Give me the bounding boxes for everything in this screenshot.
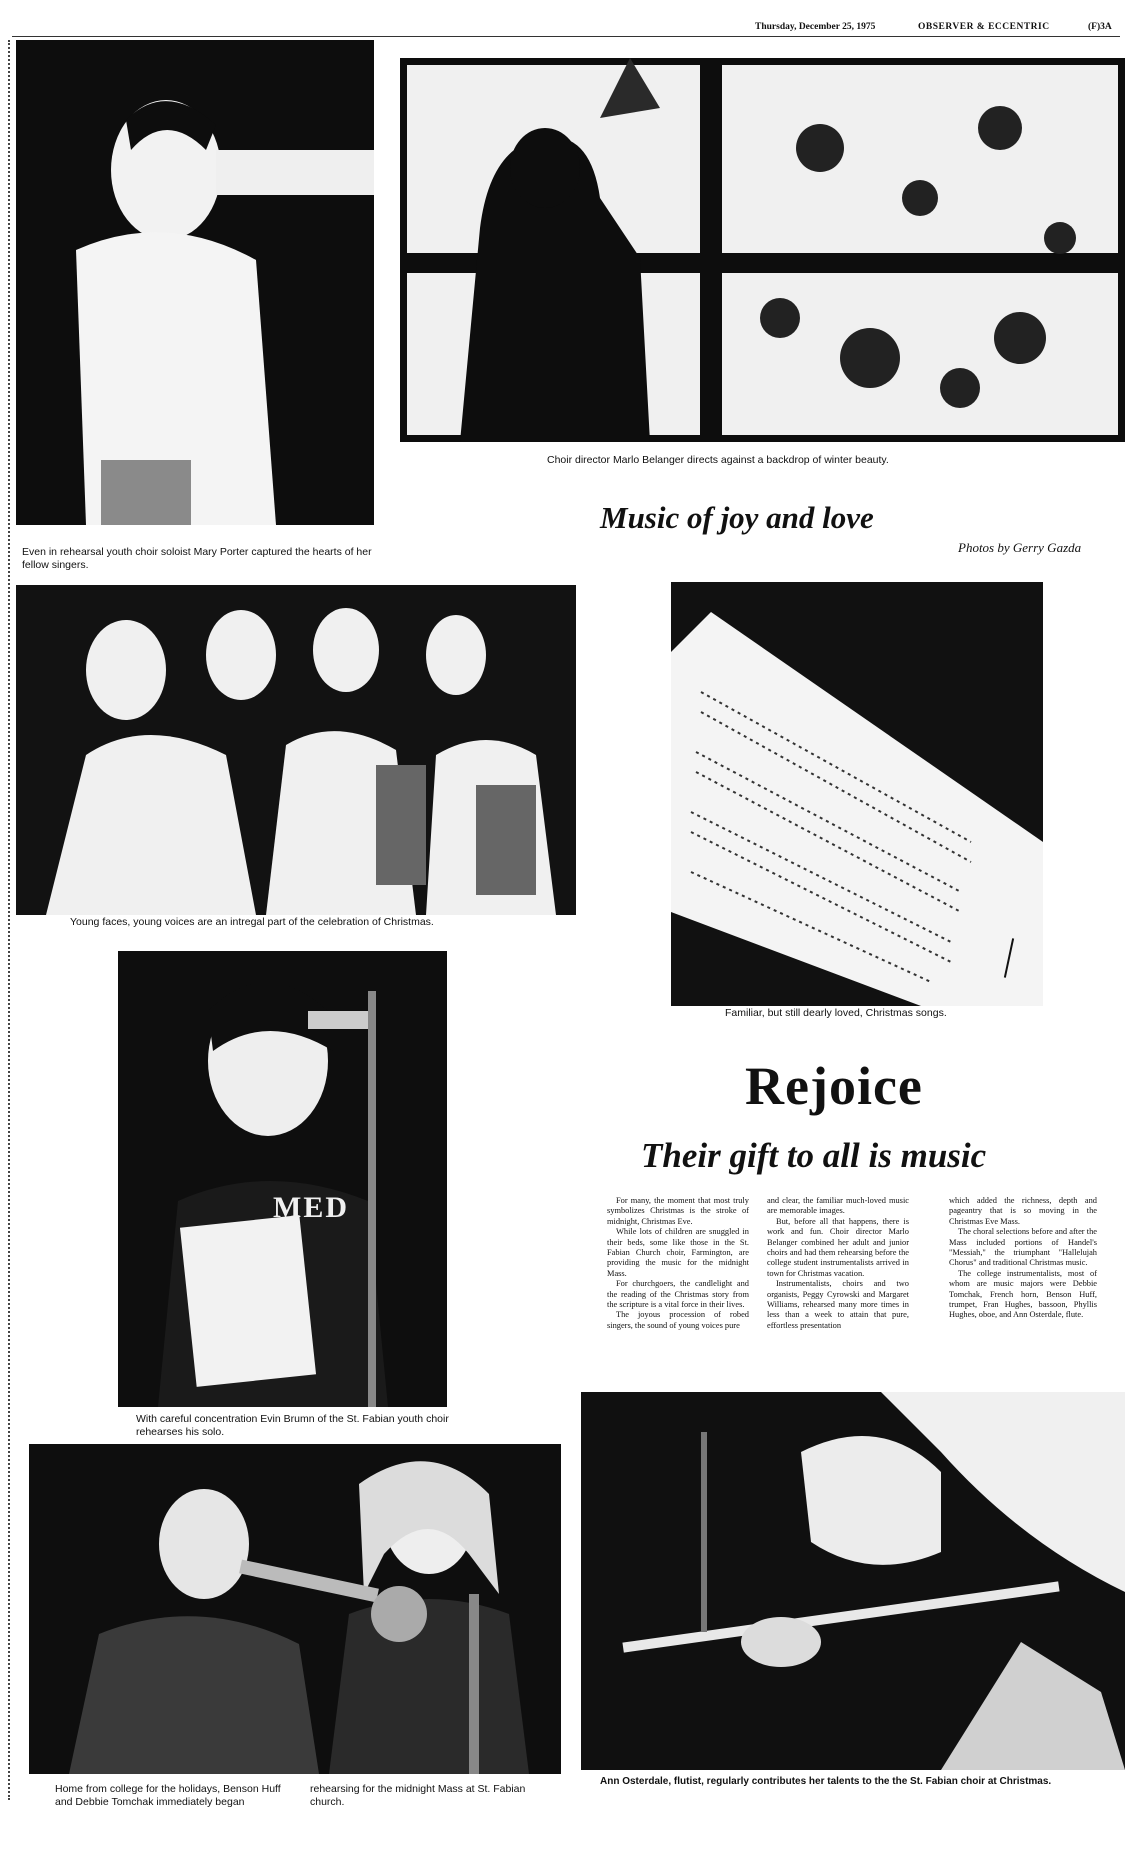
article-paragraph: But, before all that happens, there is work and fun. Choir director Marlo Belanger combined her adult and junior choirs and had them rehearsing before the college student instrumentalists arrived in town for Christmas vacation.	[767, 1216, 909, 1278]
photo-soloist	[16, 40, 374, 525]
caption-flutist: Ann Osterdale, flutist, regularly contributes her talents to the the St. Fabian choir at Christmas.	[600, 1776, 1052, 1787]
feature-section-title: Music of joy and love	[600, 500, 874, 535]
article-column-2	[767, 1196, 909, 1331]
article-paragraph: The college instrumentalists, most of whom are music majors were Debbie Tomchak, French horn, Benson Huff, trumpet, Fran Hughes, bassoon, Phyllis Hughes, oboe, and Ann Osterdale, flute.	[949, 1268, 1097, 1320]
header-page-number: (F)3A	[1088, 22, 1112, 32]
article-paragraph: For many, the moment that most truly symbolizes Christmas is the stroke of midnight, Christmas Eve.	[607, 1196, 749, 1226]
sweater-lettering: MED	[273, 1191, 349, 1224]
article-paragraph: The joyous procession of robed singers, the sound of young voices pure	[607, 1310, 749, 1330]
header-rule	[12, 36, 1120, 37]
headline-rejoice: Rejoice	[745, 1056, 923, 1116]
photo-director	[400, 58, 1125, 442]
article-paragraph: and clear, the familiar much-loved music are memorable images.	[767, 1196, 909, 1216]
header-paper-name: OBSERVER & ECCENTRIC	[918, 22, 1050, 32]
caption-young-faces: Young faces, young voices are an intregal part of the celebration of Christmas.	[70, 916, 434, 928]
photo-credit: Photos by Gerry Gazda	[958, 540, 1082, 555]
subhead: Their gift to all is music	[641, 1136, 987, 1175]
article-paragraph: The choral selections before and after the Mass included portions of Handel's "Messiah," the triumphant "Hallelujah Chorus" and traditional Christmas music.	[949, 1227, 1097, 1268]
article-paragraph: which added the richness, depth and pageantry that is so moving in the Christmas Eve Mass.	[949, 1196, 1097, 1226]
header-date: Thursday, December 25, 1975	[755, 22, 876, 32]
page-fold-margin	[8, 40, 10, 1800]
caption-soloist: Even in rehearsal youth choir soloist Mary Porter captured the hearts of her fellow singers.	[22, 546, 372, 571]
photo-flutist	[581, 1392, 1125, 1770]
article-paragraph: For churchgoers, the candlelight and the reading of the Christmas story from the scripture is a vital force in their lives.	[607, 1279, 749, 1310]
photo-college-instrumentalists	[29, 1444, 561, 1774]
article-paragraph: While lots of children are snuggled in their beds, some like those in the St. Fabian Church choir, Farmington, are providing the music for the midnight Mass.	[607, 1227, 749, 1278]
caption-songs: Familiar, but still dearly loved, Christmas songs.	[725, 1007, 947, 1019]
photo-sheet-music	[671, 582, 1043, 1006]
article-column-1	[607, 1196, 749, 1331]
photo-evin-brumn	[118, 951, 447, 1407]
photo-young-faces	[16, 585, 576, 915]
article-column-3	[949, 1196, 1097, 1321]
caption-evin-brumn: With careful concentration Evin Brumn of the St. Fabian youth choir rehearses his solo.	[136, 1413, 449, 1438]
caption-college-part-2: rehearsing for the midnight Mass at St. Fabian church.	[310, 1783, 526, 1808]
caption-college-part-1: Home from college for the holidays, Benson Huff and Debbie Tomchak immediately began	[55, 1783, 281, 1808]
caption-director: Choir director Marlo Belanger directs against a backdrop of winter beauty.	[547, 454, 889, 466]
article-paragraph: Instrumentalists, choirs and two organists, Peggy Cyrowski and Margaret Williams, rehearsed many more times in less than a week to attain that pure, effortless presentation	[767, 1279, 909, 1330]
